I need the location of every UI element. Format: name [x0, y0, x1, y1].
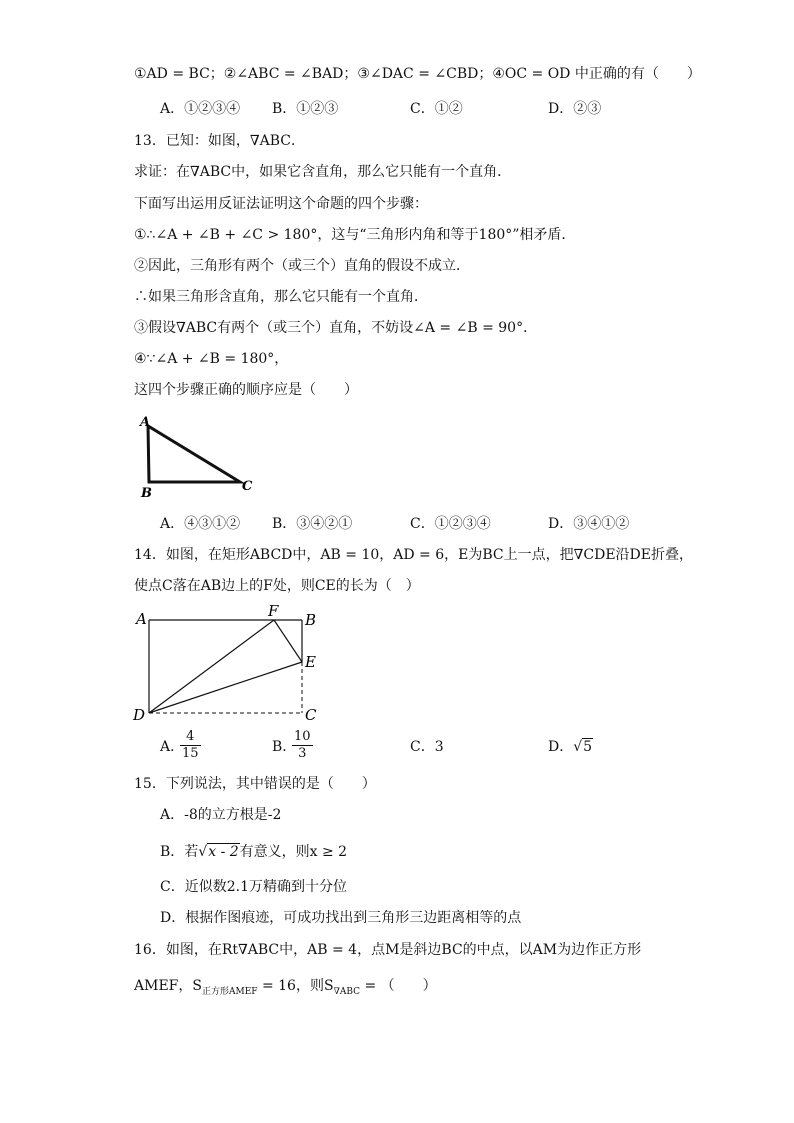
q13-option-a[interactable]: A．④③①② [160, 516, 241, 532]
q14-option-d-sqrt-sign: √ [573, 739, 583, 755]
q14-line2: 使点C落在AB边上的F处，则CE的长为（ ） [134, 578, 420, 594]
q15-option-b-radicand: x - 2 [208, 844, 239, 860]
q14-option-d-radicand: 5 [583, 739, 593, 755]
q15-option-a[interactable]: A．-8的立方根是-2 [160, 807, 282, 823]
q16-subscript-square: 正方形AMEF [201, 986, 258, 997]
q12-option-a[interactable]: A．①②③④ [160, 101, 241, 117]
q14-label-d: D [133, 706, 146, 724]
q14-option-d-prefix: D． [548, 739, 574, 755]
q16-line2 [134, 976, 437, 1002]
q15-option-b-prefix: B．若 [160, 844, 199, 860]
q13-intro: 下面写出运用反证法证明这个命题的四个步骤： [134, 196, 428, 212]
q12-option-d[interactable]: D．②③ [548, 101, 602, 117]
q15-option-b[interactable] [160, 842, 347, 862]
q14-label-b: B [305, 611, 317, 629]
q13-option-b[interactable]: B．③④②① [272, 516, 353, 532]
q15-option-c[interactable]: C．近似数2.1万精确到十分位 [160, 879, 347, 895]
q15-option-b-sqrt-sign: √ [198, 844, 208, 860]
q14-rectangle-figure [132, 605, 332, 730]
q16-line2-part-a: AMEF，S [134, 978, 202, 994]
q14-option-c[interactable]: C．3 [410, 739, 444, 755]
q14-label-c: C [305, 706, 317, 724]
q15-option-b-suffix: 有意义，则x ≥ 2 [239, 844, 348, 860]
q14-option-a-numerator: 4 [180, 729, 201, 746]
q14-option-a-fraction [180, 729, 201, 762]
q14-option-b-fraction [292, 729, 313, 762]
q15-title: 15．下列说法，其中错误的是（ ） [134, 776, 376, 792]
q13-title: 13．已知：如图，∇ABC． [134, 133, 305, 149]
q14-option-a-prefix: A． [160, 739, 185, 755]
q13-option-d[interactable]: D．③④①② [548, 516, 630, 532]
q13-prove: 求证：在∇ABC中，如果它含直角，那么它只能有一个直角． [134, 164, 512, 180]
q13-label-a: A [140, 415, 151, 430]
q13-question: 这四个步骤正确的顺序应是（ ） [134, 382, 358, 398]
q16-line1: 16．如图，在Rt∇ABC中，AB = 4，点M是斜边BC的中点，以AM为边作正方形 [134, 942, 642, 958]
q13-step4: ④∵∠A + ∠B = 180°， [134, 351, 289, 367]
q14-option-b-numerator: 10 [294, 729, 311, 744]
q14-option-a-denominator: 15 [182, 746, 199, 761]
q14-option-b-denominator: 3 [298, 746, 307, 761]
q12-option-b[interactable]: B．①②③ [272, 101, 339, 117]
q16-subscript-triangle: ∇ABC [333, 986, 361, 997]
q13-conclusion: ∴如果三角形含直角，那么它只能有一个直角． [134, 289, 428, 305]
q14-option-b-prefix: B． [272, 739, 297, 755]
q16-line2-part-b: = 16，则S [257, 978, 334, 994]
q14-line1: 14．如图，在矩形ABCD中，AB = 10，AD = 6，E为BC上一点，把∇CDE沿DE折叠， [134, 547, 693, 563]
q13-triangle-figure [136, 410, 266, 502]
q12-statement-line: ①AD = BC；②∠ABC = ∠BAD；③∠DAC = ∠CBD；④OC = OD 中正确的有（ ） [134, 66, 701, 82]
q14-option-d[interactable] [548, 737, 593, 757]
q15-option-d[interactable]: D．根据作图痕迹，可成功找出到三角形三边距离相等的点 [160, 910, 522, 926]
q14-label-a: A [136, 610, 147, 628]
q13-label-b: B [141, 486, 152, 501]
q13-label-c: C [242, 479, 253, 494]
q13-option-c[interactable]: C．①②③④ [410, 516, 491, 532]
q14-label-f: F [268, 605, 279, 620]
q13-step2: ②因此，三角形有两个（或三个）直角的假设不成立． [134, 258, 470, 274]
q16-line2-part-c: = （ ） [360, 978, 437, 994]
q14-label-e: E [305, 653, 316, 671]
q12-option-c[interactable]: C．①② [410, 101, 463, 117]
q13-step1: ①∴∠A + ∠B + ∠C > 180°，这与“三角形内角和等于180°”相矛盾． [134, 227, 576, 243]
q13-step3: ③假设∇ABC有两个（或三个）直角，不妨设∠A = ∠B = 90°． [134, 320, 538, 336]
